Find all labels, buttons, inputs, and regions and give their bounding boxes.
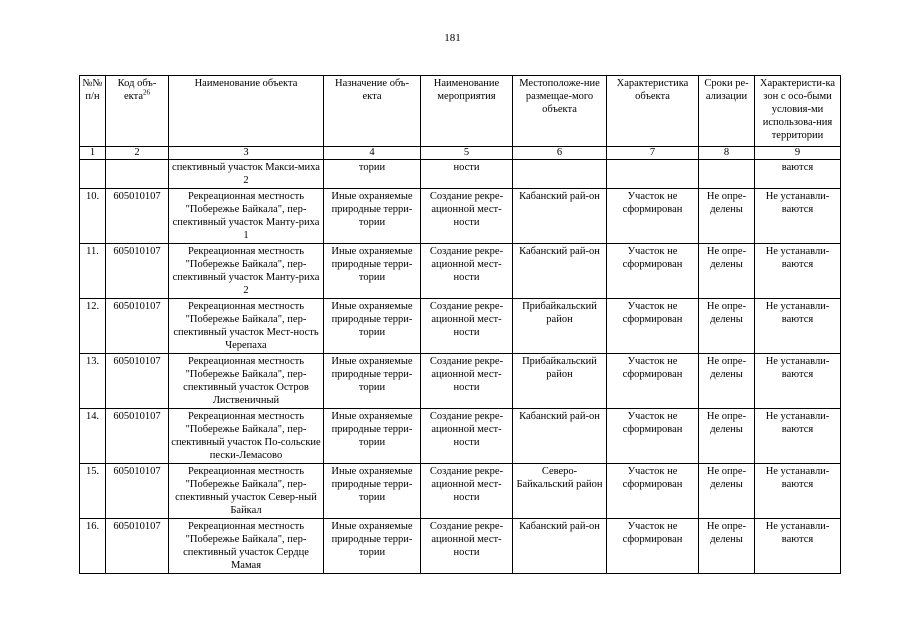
table-row bbox=[80, 519, 841, 574]
row-number-cell: 15. bbox=[80, 464, 106, 519]
object-purpose-cell: Иные охраняемые природные терри-тории bbox=[324, 354, 421, 409]
object-name-cell: Рекреационная местность "Побережье Байкала", пер-спективный участок Север-ный Байкал bbox=[169, 464, 324, 519]
table-cell bbox=[699, 160, 755, 189]
object-name-cell: Рекреационная местность "Побережье Байкала", пер-спективный участок Манту-риха 2 bbox=[169, 244, 324, 299]
zone-characteristic-cell: Не устанавли-ваются bbox=[755, 519, 841, 574]
measure-name-cell: Создание рекре-ационной мест-ности bbox=[421, 519, 513, 574]
table-row bbox=[80, 244, 841, 299]
object-code-cell: 605010107 bbox=[106, 409, 169, 464]
table-row bbox=[80, 189, 841, 244]
object-purpose-cell: Иные охраняемые природные терри-тории bbox=[324, 464, 421, 519]
column-number: 4 bbox=[324, 147, 421, 160]
object-code-cell: 605010107 bbox=[106, 244, 169, 299]
object-name-cell: Рекреационная местность "Побережье Байкала", пер-спективный участок По-сольские пески-Лемасово bbox=[169, 409, 324, 464]
row-number-cell: 14. bbox=[80, 409, 106, 464]
footnote-ref: 26 bbox=[143, 88, 150, 97]
header-cell: Код объ-екта$^{26}$ bbox=[106, 76, 169, 147]
object-name-cell: Рекреационная местность "Побережье Байкала", пер-спективный участок Сердце Мамая bbox=[169, 519, 324, 574]
table-row bbox=[80, 299, 841, 354]
location-cell: Прибайкальский район bbox=[513, 299, 607, 354]
object-characteristic-cell: Участок не сформирован bbox=[607, 519, 699, 574]
header-cell: Наименование объекта bbox=[169, 76, 324, 147]
table-row bbox=[80, 354, 841, 409]
continuation-row bbox=[80, 160, 841, 189]
measure-name-cell: Создание рекре-ационной мест-ности bbox=[421, 354, 513, 409]
column-number: 3 bbox=[169, 147, 324, 160]
object-characteristic-cell: Участок не сформирован bbox=[607, 244, 699, 299]
realization-term-cell: Не опре-делены bbox=[699, 409, 755, 464]
column-number: 5 bbox=[421, 147, 513, 160]
table-row bbox=[80, 409, 841, 464]
header-cell: Местоположе-ние размещае-мого объекта bbox=[513, 76, 607, 147]
object-characteristic-cell: Участок не сформирован bbox=[607, 299, 699, 354]
header-cell: Наименование мероприятия bbox=[421, 76, 513, 147]
object-purpose-cell: Иные охраняемые природные терри-тории bbox=[324, 244, 421, 299]
object-characteristic-cell: Участок не сформирован bbox=[607, 409, 699, 464]
object-code-cell: 605010107 bbox=[106, 189, 169, 244]
table-cell: ности bbox=[421, 160, 513, 189]
realization-term-cell: Не опре-делены bbox=[699, 519, 755, 574]
row-number-cell: 12. bbox=[80, 299, 106, 354]
zone-characteristic-cell: Не устанавли-ваются bbox=[755, 189, 841, 244]
table-cell bbox=[607, 160, 699, 189]
zone-characteristic-cell: Не устанавли-ваются bbox=[755, 354, 841, 409]
realization-term-cell: Не опре-делены bbox=[699, 464, 755, 519]
table-row bbox=[80, 464, 841, 519]
object-code-cell: 605010107 bbox=[106, 519, 169, 574]
location-cell: Кабанский рай-он bbox=[513, 519, 607, 574]
location-cell: Северо-Байкальский район bbox=[513, 464, 607, 519]
table-cell bbox=[80, 160, 106, 189]
header-cell: №№ п/н bbox=[80, 76, 106, 147]
table-cell: спективный участок Макси-миха 2 bbox=[169, 160, 324, 189]
table-cell bbox=[106, 160, 169, 189]
zone-characteristic-cell: Не устанавли-ваются bbox=[755, 244, 841, 299]
object-code-cell: 605010107 bbox=[106, 464, 169, 519]
location-cell: Кабанский рай-он bbox=[513, 189, 607, 244]
zone-characteristic-cell: Не устанавли-ваются bbox=[755, 464, 841, 519]
measure-name-cell: Создание рекре-ационной мест-ности bbox=[421, 244, 513, 299]
column-number: 6 bbox=[513, 147, 607, 160]
object-characteristic-cell: Участок не сформирован bbox=[607, 464, 699, 519]
realization-term-cell: Не опре-делены bbox=[699, 189, 755, 244]
table-cell bbox=[513, 160, 607, 189]
object-characteristic-cell: Участок не сформирован bbox=[607, 189, 699, 244]
column-number: 8 bbox=[699, 147, 755, 160]
column-number: 1 bbox=[80, 147, 106, 160]
measure-name-cell: Создание рекре-ационной мест-ности bbox=[421, 189, 513, 244]
table-cell: тории bbox=[324, 160, 421, 189]
header-cell: Назначение объ-екта bbox=[324, 76, 421, 147]
object-purpose-cell: Иные охраняемые природные терри-тории bbox=[324, 409, 421, 464]
row-number-cell: 13. bbox=[80, 354, 106, 409]
location-cell: Кабанский рай-он bbox=[513, 244, 607, 299]
header-cell: Характеристи-ка зон с осо-быми условия-ми использова-ния территории bbox=[755, 76, 841, 147]
realization-term-cell: Не опре-делены bbox=[699, 354, 755, 409]
object-code-cell: 605010107 bbox=[106, 354, 169, 409]
row-number-cell: 16. bbox=[80, 519, 106, 574]
realization-term-cell: Не опре-делены bbox=[699, 244, 755, 299]
measure-name-cell: Создание рекре-ационной мест-ности bbox=[421, 464, 513, 519]
column-number: 9 bbox=[755, 147, 841, 160]
objects-table bbox=[79, 75, 841, 574]
object-name-cell: Рекреационная местность "Побережье Байкала", пер-спективный участок Манту-риха 1 bbox=[169, 189, 324, 244]
column-number: 2 bbox=[106, 147, 169, 160]
object-name-cell: Рекреационная местность "Побережье Байкала", пер-спективный участок Остров Лиственичный bbox=[169, 354, 324, 409]
measure-name-cell: Создание рекре-ационной мест-ности bbox=[421, 299, 513, 354]
location-cell: Кабанский рай-он bbox=[513, 409, 607, 464]
column-number: 7 bbox=[607, 147, 699, 160]
object-purpose-cell: Иные охраняемые природные терри-тории bbox=[324, 519, 421, 574]
row-number-cell: 10. bbox=[80, 189, 106, 244]
page-number: 181 bbox=[444, 32, 461, 44]
table-cell: ваются bbox=[755, 160, 841, 189]
object-name-cell: Рекреационная местность "Побережье Байкала", пер-спективный участок Мест-ность Черепаха bbox=[169, 299, 324, 354]
zone-characteristic-cell: Не устанавли-ваются bbox=[755, 299, 841, 354]
object-purpose-cell: Иные охраняемые природные терри-тории bbox=[324, 299, 421, 354]
header-cell: Сроки ре-ализации bbox=[699, 76, 755, 147]
location-cell: Прибайкальский район bbox=[513, 354, 607, 409]
object-purpose-cell: Иные охраняемые природные терри-тории bbox=[324, 189, 421, 244]
object-code-cell: 605010107 bbox=[106, 299, 169, 354]
realization-term-cell: Не опре-делены bbox=[699, 299, 755, 354]
column-number-row bbox=[80, 147, 841, 160]
measure-name-cell: Создание рекре-ационной мест-ности bbox=[421, 409, 513, 464]
header-cell: Характеристика объекта bbox=[607, 76, 699, 147]
object-characteristic-cell: Участок не сформирован bbox=[607, 354, 699, 409]
zone-characteristic-cell: Не устанавли-ваются bbox=[755, 409, 841, 464]
header-row bbox=[80, 76, 841, 147]
row-number-cell: 11. bbox=[80, 244, 106, 299]
